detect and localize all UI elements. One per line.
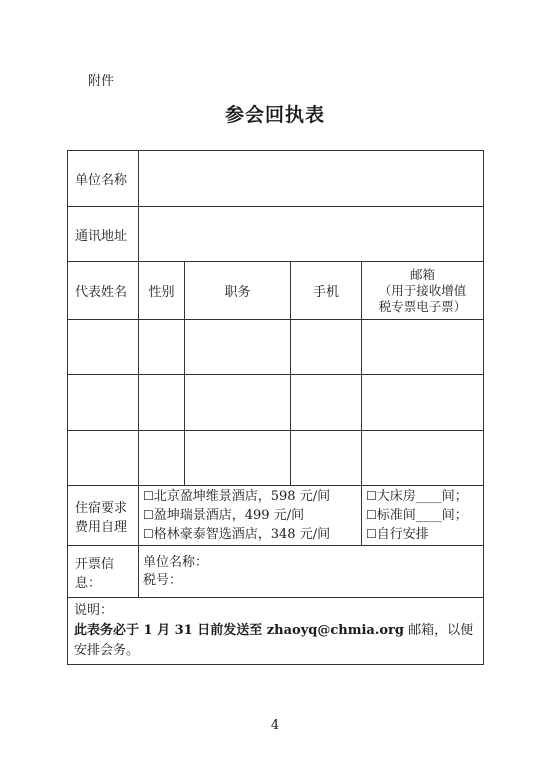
page-title: 参会回执表 xyxy=(224,104,325,126)
room-option-label: 自行安排 xyxy=(376,527,429,542)
gender-cell[interactable] xyxy=(139,431,185,486)
phone-header: 手机 xyxy=(291,262,362,320)
room-option[interactable] xyxy=(366,525,479,544)
page-number: 4 xyxy=(270,718,280,733)
invoice-label: 开票信息： xyxy=(68,546,139,598)
lodging-label-line2: 费用自理 xyxy=(75,519,128,535)
hotel-option[interactable] xyxy=(143,487,357,506)
checkbox-icon[interactable]: ☐ xyxy=(143,527,154,541)
room-option[interactable] xyxy=(366,487,479,506)
checkbox-icon[interactable]: ☐ xyxy=(366,527,377,541)
position-cell[interactable] xyxy=(185,375,291,431)
note-rest-text: 邮箱，以便安排会务。 xyxy=(74,623,474,658)
checkbox-icon[interactable]: ☐ xyxy=(143,508,154,522)
hotel-option[interactable] xyxy=(143,525,357,544)
rep-name-cell[interactable] xyxy=(68,431,139,486)
registration-form-table xyxy=(67,150,484,665)
address-field[interactable] xyxy=(139,207,484,262)
email-header-line1: 邮箱 xyxy=(409,266,435,282)
checkbox-icon[interactable]: ☐ xyxy=(143,489,154,503)
rep-row xyxy=(68,431,484,486)
lodging-row xyxy=(68,486,484,546)
position-cell[interactable] xyxy=(185,320,291,375)
invoice-unit-name-label: 单位名称： xyxy=(143,554,209,570)
attachment-label: 附件 xyxy=(88,74,115,89)
hotel-option-label: 北京盈坤维景酒店，598 元/间 xyxy=(153,489,331,504)
phone-cell[interactable] xyxy=(291,431,362,486)
phone-cell[interactable] xyxy=(291,320,362,375)
note-body xyxy=(74,621,477,661)
room-type-options xyxy=(362,486,484,546)
rep-name-cell[interactable] xyxy=(68,375,139,431)
lodging-label xyxy=(68,486,139,546)
invoice-row xyxy=(68,546,484,598)
room-option[interactable] xyxy=(366,506,479,525)
invoice-fields[interactable] xyxy=(139,546,484,598)
address-row xyxy=(68,207,484,262)
checkbox-icon[interactable]: ☐ xyxy=(366,489,377,503)
email-header xyxy=(362,262,484,320)
unit-name-field[interactable] xyxy=(139,151,484,207)
room-option-label: 标准间____间； xyxy=(376,508,468,523)
position-header: 职务 xyxy=(185,262,291,320)
gender-cell[interactable] xyxy=(139,320,185,375)
room-option-label: 大床房____间； xyxy=(376,489,468,504)
note-cell xyxy=(68,598,484,665)
column-header-row xyxy=(68,262,484,320)
phone-cell[interactable] xyxy=(291,375,362,431)
position-cell[interactable] xyxy=(185,431,291,486)
address-label: 通讯地址 xyxy=(68,207,139,262)
rep-name-cell[interactable] xyxy=(68,320,139,375)
note-row xyxy=(68,598,484,665)
hotel-option-label: 盈坤瑞景酒店，499 元/间 xyxy=(153,508,305,523)
email-cell[interactable] xyxy=(362,431,484,486)
gender-header: 性别 xyxy=(139,262,185,320)
rep-row xyxy=(68,320,484,375)
hotel-options xyxy=(139,486,362,546)
rep-name-header: 代表姓名 xyxy=(68,262,139,320)
note-deadline-text: 此表务必于 1 月 31 日前发送至 zhaoyq@chmia.org xyxy=(74,623,404,638)
gender-cell[interactable] xyxy=(139,375,185,431)
note-title: 说明： xyxy=(74,603,114,618)
hotel-option-label: 格林豪泰智选酒店，348 元/间 xyxy=(153,527,331,542)
lodging-label-line1: 住宿要求 xyxy=(75,500,128,516)
rep-row xyxy=(68,375,484,431)
email-cell[interactable] xyxy=(362,320,484,375)
email-cell[interactable] xyxy=(362,375,484,431)
email-header-line3: 税专票电子票） xyxy=(378,298,467,314)
email-header-line2: （用于接收增值 xyxy=(378,282,467,298)
unit-name-row xyxy=(68,151,484,207)
unit-name-label: 单位名称 xyxy=(68,151,139,207)
invoice-tax-no-label: 税号： xyxy=(143,572,183,588)
hotel-option[interactable] xyxy=(143,506,357,525)
checkbox-icon[interactable]: ☐ xyxy=(366,508,377,522)
